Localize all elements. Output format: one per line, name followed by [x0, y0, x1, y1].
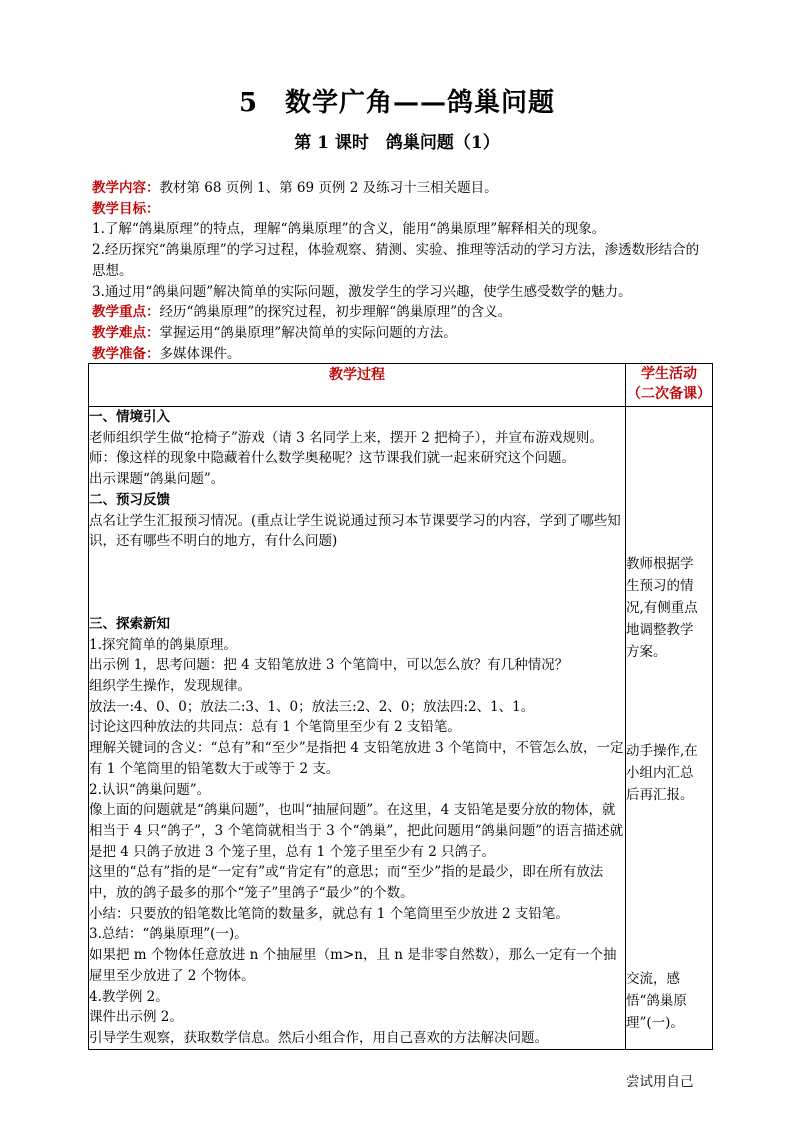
side-header-line-2: （二次备课）: [627, 386, 711, 402]
process-line: 课件出示例 2。: [89, 1009, 183, 1026]
teaching-goals-heading: [92, 199, 712, 220]
process-line: 这里的“总有”指的是“一定有”或“肯定有”的意思；而“至少”指的是最少，即在所有放法中，放的鸽子最多的那个“笼子”里鸽子“最少”的个数。: [89, 864, 604, 902]
process-line: 3.总结：“鸽巢原理”(一)。: [89, 926, 248, 943]
process-line: 像上面的问题就是“鸽巢问题”，也叫“抽屉问题”。在这里，4 支铅笔是要分放的物体，就相当于 4 只“鸽子”，3 个笔筒就相当于 3 个“鸽巢”，把此问题用“鸽巢问题”的语言描述就是把 4 只鸽子放进 3 个笼子里，总有 1 个笼子里至少有 2 只鸽子。: [89, 802, 624, 860]
process-line: 2.认识“鸽巢问题”。: [89, 781, 211, 798]
process-line: 4.教学例 2。: [89, 988, 169, 1005]
teaching-content: [92, 178, 712, 199]
lesson-info: [92, 178, 712, 364]
prep-label: 教学准备：: [92, 345, 160, 362]
document-title: 5 数学广角——鸽巢问题: [238, 88, 556, 118]
table-body-row: [89, 407, 713, 1050]
process-line: 放法一:4、0、0；放法二:3、1、0；放法三:2、2、0；放法四:2、1、1。: [89, 698, 535, 715]
side-note: 尝试用自己: [626, 1074, 694, 1090]
goal-1: 1.了解“鸽巢原理”的特点，理解“鸽巢原理”的含义，能用“鸽巢原理”解释相关的现象。: [92, 221, 606, 238]
section-heading-explore: 三、探索新知: [89, 615, 170, 632]
side-note: 交流，感悟“鸽巢原理”(一)。: [626, 971, 687, 1031]
column-header-student-activity: [626, 364, 713, 407]
process-line: 理解关键词的含义：“总有”和“至少”是指把 4 支铅笔放进 3 个笔筒中，不管怎么放，一定有 1 个笔筒里的铅笔数大于或等于 2 支。: [89, 740, 624, 777]
column-header-process: 教学过程: [89, 364, 626, 407]
section-heading-preview: 二、预习反馈: [89, 491, 170, 508]
side-note: 教师根据学生预习的情况,有侧重点地调整教学方案。: [626, 556, 698, 660]
process-line: 师：像这样的现象中隐藏着什么数学奥秘呢？这节课我们就一起来研究这个问题。: [89, 450, 575, 467]
table-header-row: [89, 364, 713, 407]
side-note: 动手操作,在小组内汇总后再汇报。: [626, 743, 698, 803]
process-line: 老师组织学生做“抢椅子”游戏（请 3 名同学上来，摆开 2 把椅子），并宣布游戏规则。: [89, 429, 603, 446]
teaching-key-point: [92, 302, 712, 323]
section-heading-intro: 一、情境引入: [89, 409, 170, 425]
goal-3: 3.通过用“鸽巢问题”解决简单的实际问题，激发学生的学习兴趣，使学生感受数学的魅力。: [92, 283, 632, 300]
key-text: 经历“鸽巢原理”的探究过程，初步理解“鸽巢原理”的含义。: [159, 304, 512, 321]
lesson-subtitle: 第 1 课时 鸽巢问题（1）: [294, 133, 500, 153]
process-line: 1.探究简单的鸽巢原理。: [89, 636, 237, 653]
process-line: 出示例 1，思考问题：把 4 支铅笔放进 3 个笔筒中，可以怎么放？有几种情况？: [89, 657, 569, 674]
process-line: 出示课题“鸽巢问题”。: [89, 471, 225, 488]
prep-text: 多媒体课件。: [159, 345, 241, 362]
process-cell: [89, 407, 626, 1050]
process-line: 组织学生操作，发现规律。: [89, 678, 251, 695]
difficulty-text: 掌握运用“鸽巢原理”解决简单的实际问题的方法。: [159, 324, 457, 341]
spacer: [89, 552, 625, 614]
process-line: 点名让学生汇报预习情况。(重点让学生说说通过预习本节课要学习的内容，学到了哪些知识，还有哪些不明白的地方，有什么问题): [89, 512, 621, 550]
process-line: 引导学生观察，获取数学信息。然后小组合作，用自己喜欢的方法解决问题。: [89, 1029, 548, 1046]
teaching-prep: [92, 344, 712, 365]
content-text: 教材第 68 页例 1、第 69 页例 2 及练习十三相关题目。: [159, 180, 498, 196]
difficulty-label: 教学难点：: [92, 324, 160, 341]
process-line: 如果把 m 个物体任意放进 n 个抽屉里（m>n，且 n 是非零自然数），那么一定有一个抽屉里至少放进了 2 个物体。: [89, 947, 617, 984]
side-header-line-1: 学生活动: [641, 366, 697, 382]
lesson-process-table: [88, 363, 713, 1090]
process-line: 讨论这四种放法的共同点：总有 1 个笔筒里至少有 2 支铅笔。: [89, 719, 461, 736]
goal-2: 2.经历探究“鸽巢原理”的学习过程，体验观察、猜测、实验、推理等活动的学习方法，渗透数形结合的思想。: [92, 242, 700, 279]
goals-label: 教学目标：: [92, 200, 160, 217]
process-line: 小结：只要放的铅笔数比笔筒的数量多，就总有 1 个笔筒里至少放进 2 支铅笔。: [89, 905, 569, 922]
key-label: 教学重点：: [92, 304, 160, 321]
teaching-difficulty: [92, 323, 712, 344]
content-label: 教学内容：: [92, 180, 160, 196]
student-activity-cell: [626, 407, 713, 1090]
